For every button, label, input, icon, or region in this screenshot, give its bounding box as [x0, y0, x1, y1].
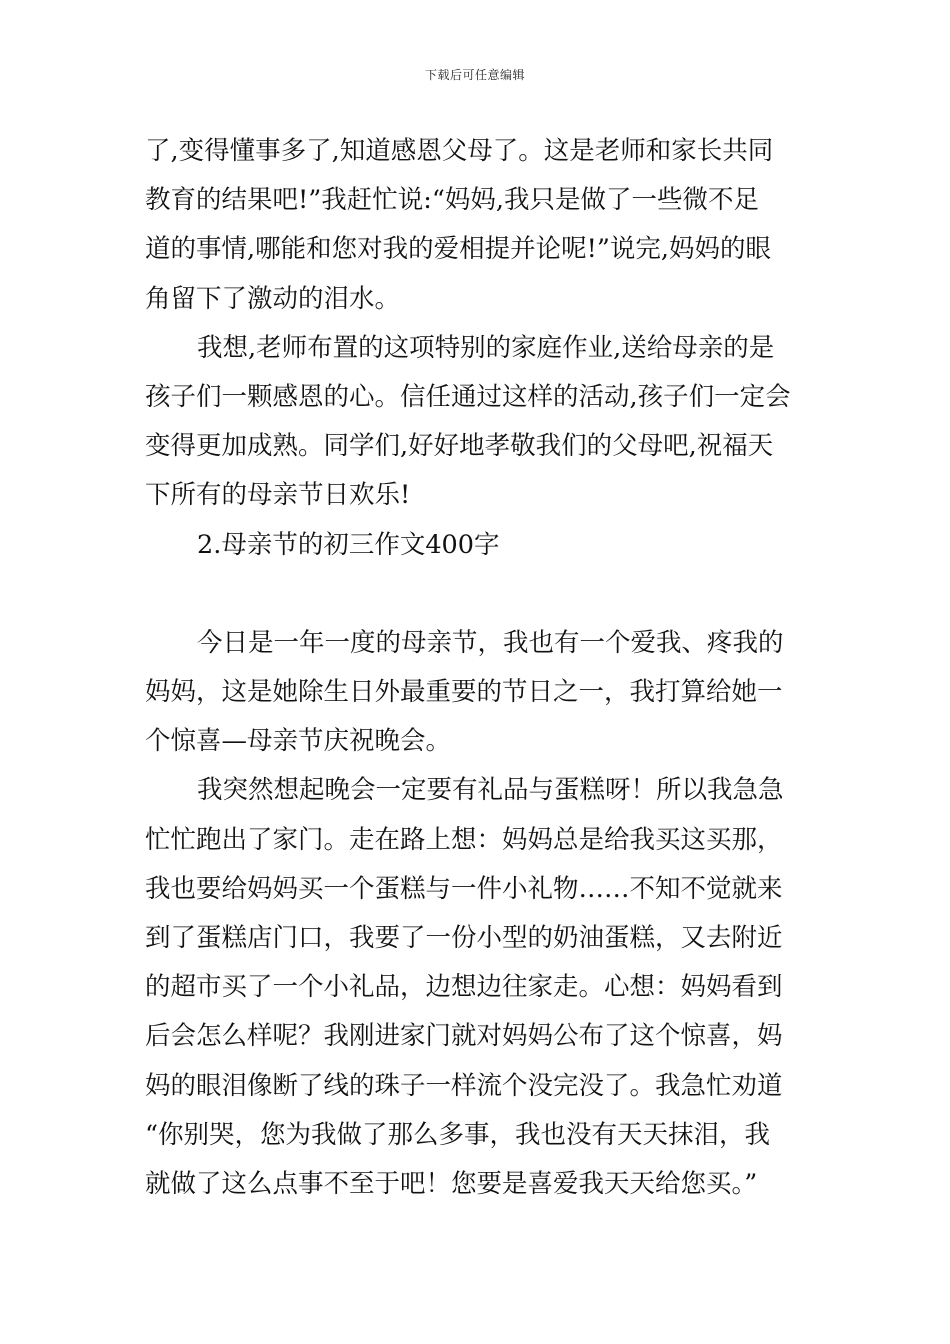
- text-line: 了,变得懂事多了,知道感恩父母了。这是老师和家长共同: [145, 136, 774, 166]
- text-line: “你别哭，您为我做了那么多事，我也没有天天抹泪，我: [145, 1119, 771, 1150]
- text-line: 妈的眼泪像断了线的珠子一样流个没完没了。我急忙劝道: [145, 1070, 783, 1101]
- blank-line: [145, 570, 807, 619]
- text-line: 孩子们一颗感恩的心。信任通过这样的活动,孩子们一定会: [145, 381, 791, 412]
- paragraph-1: [145, 127, 807, 324]
- text-line: 我突然想起晚会一定要有礼品与蛋糕呀！所以我急急: [197, 775, 784, 806]
- text-line: 道的事情,哪能和您对我的爱相提并论呢!”说完,妈妈的眼: [145, 234, 771, 265]
- text-line: 妈妈，这是她除生日外最重要的节日之一，我打算给她一: [145, 677, 783, 708]
- text-line: 后会怎么样呢？我刚进家门就对妈妈公布了这个惊喜，妈: [145, 1021, 783, 1052]
- text-line: 教育的结果吧!”我赶忙说:“妈妈,我只是做了一些微不足: [145, 185, 760, 216]
- text-line: 下所有的母亲节日欢乐!: [145, 480, 411, 511]
- text-line: 的超市买了一个小礼品，边想边往家走。心想：妈妈看到: [145, 972, 783, 1003]
- text-line: 到了蛋糕店门口，我要了一份小型的奶油蛋糕，又去附近: [145, 923, 783, 953]
- text-line: 角留下了激动的泪水。: [145, 283, 401, 314]
- paragraph-2: [145, 324, 807, 521]
- page-header: 下载后可任意编辑: [424, 68, 525, 82]
- text-line: 个惊喜—母亲节庆祝晚会。: [145, 726, 452, 757]
- text-line: 我也要给妈妈买一个蛋糕与一件小礼物……不知不觉就来: [145, 873, 783, 904]
- text-line: 我想,老师布置的这项特别的家庭作业,送给母亲的是: [197, 332, 775, 363]
- document-body: [145, 127, 807, 1209]
- paragraph-3: [145, 619, 807, 767]
- text-line: 今日是一年一度的母亲节，我也有一个爱我、疼我的: [197, 627, 784, 658]
- section-heading: [145, 521, 807, 570]
- text-line: 就做了这么点事不至于吧！您要是喜爱我天天给您买。”: [145, 1168, 758, 1199]
- text-line: 变得更加成熟。同学们,好好地孝敬我们的父母吧,祝福天: [145, 431, 774, 462]
- text-line: 忙忙跑出了家门。走在路上想：妈妈总是给我买这买那，: [145, 824, 783, 855]
- paragraph-4: [145, 766, 807, 1209]
- section-title: 2.母亲节的初三作文400字: [197, 529, 500, 560]
